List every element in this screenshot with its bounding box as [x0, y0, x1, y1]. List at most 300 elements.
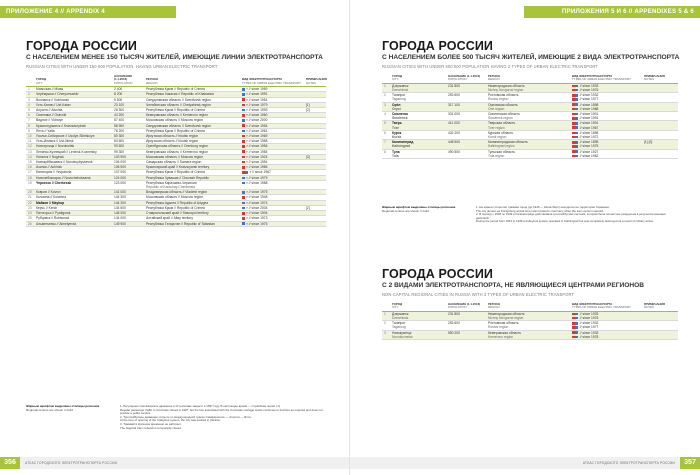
footnote-line: At the time of opening of the trolleybus system, the city was located in Ukraine.	[120, 418, 221, 423]
city-name: Керчь // Kerch	[34, 205, 112, 210]
region-name-en: Kursk region	[488, 135, 507, 140]
city	[390, 311, 446, 320]
column-header-number	[382, 302, 390, 311]
table-row	[382, 321, 678, 330]
footnote-line: 1. Регулярное пассажирское движение в Усть-Катаве закрыто в 1997 году. В настоящее время — служебная линия. [1]	[120, 404, 280, 408]
trolleybus-line	[572, 135, 640, 139]
column-header-region: РЕГИОН REGION	[486, 302, 570, 311]
region-name: Тульская область	[488, 149, 515, 154]
city-name: Дзержинск	[392, 311, 409, 316]
footnote-line: 2. Троллейбусное движение открыто по междугородной трассе Симферополь — Алушта — Ялта.	[120, 414, 252, 419]
cities-table-body	[382, 83, 678, 158]
region-name-en: Nizhny Novgorod region	[488, 88, 524, 93]
since-year: // since 1976	[578, 88, 599, 93]
table-row	[382, 311, 678, 320]
city-name: Видное // Vidnoye	[34, 118, 112, 123]
region-name: Кемеровская область // Kemerovo region	[146, 113, 208, 118]
row-number: 8	[26, 123, 34, 128]
notes: [2]	[304, 108, 326, 113]
city-name-en: Oryol	[392, 106, 401, 111]
region-name: Курская область	[488, 130, 514, 135]
since-year: // since 1932	[578, 321, 599, 326]
appendix-header: ПРИЛОЖЕНИЕ 4 // APPENDIX 4	[0, 6, 176, 18]
page-footer	[0, 457, 349, 469]
footnotes	[476, 206, 676, 224]
cities-table-non-capital	[382, 302, 678, 340]
row-number: 6	[26, 113, 34, 118]
since-year: т // since 1973	[245, 216, 268, 221]
region	[486, 140, 570, 149]
region-name-en: Nizhny Novgorod region	[488, 316, 524, 321]
since-year: т // since 1988	[245, 139, 268, 144]
row-number: 12	[26, 144, 34, 149]
page-number: 357	[680, 457, 700, 469]
city-name-en: Dzerzhinsk	[392, 316, 409, 321]
region-name-en: Orel region	[488, 106, 505, 111]
column-header-types: ВИД ЭЛЕКТРОТРАНСПОРТА TYPES OF URBAN ELECTRIC TRANSPORT	[570, 74, 642, 83]
column-header-number	[382, 74, 390, 83]
region	[144, 180, 240, 189]
since-year: т // since 1967	[248, 170, 271, 175]
city-name: Усть-Катав // Ust-Katav	[34, 102, 112, 107]
transport-types	[570, 93, 642, 102]
transport-types	[570, 83, 642, 92]
table-row	[382, 112, 678, 121]
city-name: Новокуйбышевск // Novokuybyshevsk	[34, 160, 112, 165]
region-name: Красноярский край // Krasnoyarsk territory	[146, 165, 210, 170]
notes: [2]	[304, 205, 326, 210]
region-name-en: Tver region	[488, 125, 505, 130]
since-year: т // since 1924	[245, 154, 268, 159]
since-year: т // since 1904	[245, 211, 268, 216]
column-header-city: ГОРОД CITY	[390, 74, 446, 83]
population: 331 000	[446, 112, 486, 121]
table-row	[382, 140, 678, 149]
section-title-2: ГОРОДА РОССИИ	[382, 267, 493, 281]
population: 253 600	[446, 93, 486, 102]
region-name: Ростовская область	[488, 93, 519, 98]
city	[390, 330, 446, 339]
trolleybus-line	[572, 144, 640, 148]
row-number: 1	[26, 87, 34, 92]
column-header-number	[26, 74, 34, 87]
notes	[304, 180, 326, 189]
population: 432 200	[446, 130, 486, 139]
since-year: // since 1991	[578, 116, 599, 121]
city	[390, 83, 446, 92]
city-name: Пятигорск // Pyatigorsk	[34, 211, 112, 216]
region-name: Ростовская область	[488, 321, 519, 326]
region	[486, 93, 570, 102]
region-name: Республика Адыгея // Republic of Adygea	[146, 200, 209, 205]
row-number: 6	[382, 130, 390, 139]
column-header-city: ГОРОД CITY	[34, 74, 112, 87]
population: 146 000	[112, 211, 144, 216]
region	[486, 130, 570, 139]
notes: [1] [2]	[642, 140, 678, 149]
trolleybus-line	[572, 316, 640, 320]
since-year: // since 1967	[578, 125, 599, 130]
population: 9 500	[112, 97, 144, 102]
section-subtitle-1: С НАСЕЛЕНИЕМ БОЛЕЕ 500 ТЫСЯЧ ЖИТЕЛЕЙ, ИМЕЮЩИЕ 2 ВИДА ЭЛЕКТРОТРАНСПОРТА	[382, 54, 680, 61]
row-number: 11	[26, 139, 34, 144]
population: 80 300	[112, 134, 144, 139]
region-name: Республика Крым // Republic of Crimea	[146, 128, 205, 133]
notes	[642, 102, 678, 111]
region-name: Московская область // Moscow region	[146, 118, 204, 123]
section-title-1: ГОРОДА РОССИИ	[382, 39, 493, 53]
since-year: т // since 1991	[245, 92, 268, 97]
region-name-en: Kemerovo region	[488, 334, 514, 339]
since-year: // since 1962	[578, 153, 599, 158]
transport-types	[570, 321, 642, 330]
since-year: // since 1933	[578, 330, 599, 335]
region	[486, 112, 570, 121]
since-year: т // since 1976	[245, 221, 268, 226]
region-name: Алтайский край // Altay territory	[146, 216, 193, 221]
row-number: 15	[26, 160, 34, 165]
population: 107 000	[112, 170, 144, 175]
notes: [1]	[304, 102, 326, 107]
population: 144 000	[112, 216, 144, 221]
row-number: 13	[26, 149, 34, 154]
region-name: Владимирская область // Vladimir region	[146, 190, 208, 195]
notes	[642, 149, 678, 158]
since-year: т // since 1979	[245, 175, 268, 180]
population: 490 500	[446, 149, 486, 158]
population: 253 600	[446, 321, 486, 330]
page-footer	[350, 457, 700, 469]
notes	[642, 121, 678, 130]
since-year: т // since 1989	[245, 87, 268, 92]
row-number: 7	[382, 140, 390, 149]
transport-types	[570, 121, 642, 130]
region	[486, 83, 570, 92]
row-number: 10	[26, 134, 34, 139]
row-number: 22	[26, 200, 34, 205]
since-year: // since 1968	[578, 106, 599, 111]
since-year: // since 1901	[578, 121, 599, 126]
row-number: 7	[26, 118, 34, 123]
population: 144 600	[112, 205, 144, 210]
footnote-line: 1. На момент открытия трамвая город (до 1946 — Кёнигсберг) находился на территории Германии.	[476, 205, 610, 209]
since-year: т // since 1951	[245, 97, 268, 102]
city	[390, 130, 446, 139]
transport-types	[240, 221, 304, 226]
population: 123 000	[112, 180, 144, 189]
region-name-en: Rostov region	[488, 325, 509, 330]
transport-types	[570, 330, 642, 339]
since-year: // since 1895	[578, 140, 599, 145]
population: 58 900	[112, 123, 144, 128]
region-name: Ставропольский край // Stavropol territory	[146, 211, 209, 216]
city	[390, 321, 446, 330]
region-name: Московская область // Moscow region	[146, 154, 204, 159]
section-subtitle-en-2: NON-CAPITAL REGIONAL CITIES IN RUSSIA WITH 2 TYPES OF URBAN ELECTRIC TRANSPORT	[382, 292, 575, 297]
region-name: Республика Хакасия // Republic of Khakassia	[146, 92, 214, 97]
row-number: 16	[26, 165, 34, 170]
since-year: т // since 2000	[245, 118, 268, 123]
since-year: // since 1901	[578, 112, 599, 117]
region-name: Республика Крым // Republic of Crimea	[146, 170, 205, 175]
city-name-en: Kaliningrad	[392, 144, 411, 149]
trolleybus-line	[572, 325, 640, 329]
region-name: Нижегородская область	[488, 83, 525, 88]
since-year: т // since 2004	[245, 205, 268, 210]
column-header-region: РЕГИОН REGION	[486, 74, 570, 83]
region-name-en: Kaliningrad region	[488, 144, 515, 149]
transport-types	[570, 140, 642, 149]
since-year: т // since 1948	[245, 195, 268, 200]
footnote-line: 3. Трамвай в Ногинске временно не работает.	[120, 421, 182, 426]
city-name: Ачинск // Achinsk	[34, 165, 112, 170]
city-name: Усть-Илимск // Ust-Ilimsk	[34, 139, 112, 144]
population: 28 300	[112, 108, 144, 113]
table-header-row	[382, 74, 678, 83]
region-name-en: Republic of Karachay-Cherkessia	[146, 185, 195, 190]
notes	[642, 83, 678, 92]
cities-table-body	[382, 311, 678, 339]
transport-types	[570, 130, 642, 139]
table-header-row	[382, 302, 678, 311]
region-name: Смоленская область	[488, 112, 520, 117]
row-number: 3	[382, 330, 390, 339]
notes	[642, 311, 678, 320]
column-header-city: ГОРОД CITY	[390, 302, 446, 311]
column-header-population: НАСЕЛЕНИЕ (1.1.2016) POPULATION	[112, 74, 144, 87]
population: 78 200	[112, 128, 144, 133]
region-name: Иркутская область // Irkutsk region	[146, 134, 199, 139]
footnote-line: Regular passenger traffic in Ust-Katav closed in 1997, but the line associated with the Ust-Katav carriage works continues to function as required and does not provide a public service.	[120, 407, 323, 416]
city-name: Ленинск-Кузнецкий // Leninsk-Kuznetsky	[34, 149, 112, 154]
row-number: 19	[26, 180, 34, 189]
row-number: 1	[382, 83, 390, 92]
notes	[642, 93, 678, 102]
table-row	[382, 83, 678, 92]
city-name: Майкоп // Maykop	[34, 200, 112, 205]
population: 103 900	[112, 154, 144, 159]
row-number: 4	[382, 112, 390, 121]
transport-types	[570, 102, 642, 111]
population: 317 100	[446, 102, 486, 111]
trolleybus-line	[572, 97, 640, 101]
city-name-en: Taganrog	[392, 325, 406, 330]
city-name: Ялта // Yalta	[34, 128, 112, 133]
column-header-notes: ПРИМЕЧАНИЯ NOTES	[304, 74, 326, 87]
trolleybus-line	[572, 335, 640, 339]
population: 106 500	[112, 165, 144, 170]
table-row	[26, 221, 326, 226]
city	[390, 112, 446, 121]
since-year: т // since 1974	[245, 200, 268, 205]
region-name: Калининградская область	[488, 140, 528, 145]
city-name: Калининград	[392, 140, 414, 145]
population: 411 000	[446, 121, 486, 130]
region-name: Самарская область // Samara region	[146, 160, 202, 165]
population: 99 300	[112, 149, 144, 154]
city-name: Курск	[392, 130, 402, 135]
region-name: Кемеровская область	[488, 330, 522, 335]
city-name: Ковров // Kovrov	[34, 190, 112, 195]
region	[486, 311, 570, 320]
population: 106 000	[112, 160, 144, 165]
notes	[642, 112, 678, 121]
transport-types	[570, 112, 642, 121]
notes	[642, 130, 678, 139]
table-row	[26, 180, 326, 189]
section-subtitle: С НАСЕЛЕНИЕМ МЕНЕЕ 150 ТЫСЯЧ ЖИТЕЛЕЙ, ИМЕЮЩИЕ ЛИНИИ ЭЛЕКТРОТРАНСПОРТА	[26, 54, 323, 61]
since-year: // since 1972	[578, 135, 599, 140]
since-year: // since 1898	[578, 102, 599, 107]
section-subtitle-2: С 2 ВИДАМИ ЭЛЕКТРОТРАНСПОРТА, НЕ ЯВЛЯЮЩИЕСЯ ЦЕНТРАМИ РЕГИОНОВ	[382, 282, 644, 289]
column-header-types: ВИД ЭЛЕКТРОТРАНСПОРТА TYPES OF URBAN ELECTRIC TRANSPORT	[240, 74, 304, 87]
section-subtitle-en: RUSSIAN CITIES WITH UNDER 150 000 POPULATION, HAVING URBAN ELECTRIC TRANSPORT	[26, 64, 218, 69]
population: 231 800	[446, 83, 486, 92]
footnote-line: During the period from 1943 to 1945 a trolleybus system operated in Kaliningrad but was completely destroyed as a result of military action.	[476, 219, 655, 224]
city-name-en: Tver	[392, 125, 399, 130]
table-row	[382, 330, 678, 339]
region-name-en: Tula region	[488, 153, 505, 158]
column-header-notes: ПРИМЕЧАНИЯ NOTES	[642, 74, 678, 83]
region-name: Республика Крым // Republic of Crimea	[146, 205, 205, 210]
city-name: Черёмушки // Cheryomushki	[34, 92, 112, 97]
region-name: Орловская область	[488, 102, 518, 107]
city-name: Краснотурьинск // Krasnoturyinsk	[34, 123, 112, 128]
row-number: 3	[26, 97, 34, 102]
since-year: // since 1975	[578, 144, 599, 149]
since-year: // since 1977	[578, 97, 599, 102]
city-name: Смоленск	[392, 112, 409, 117]
cities-table-body	[26, 87, 326, 226]
since-year: т // since 1956	[245, 144, 268, 149]
region-name: Тверская область	[488, 121, 516, 126]
column-header-types: ВИД ЭЛЕКТРОТРАНСПОРТА TYPES OF URBAN ELECTRIC TRANSPORT	[570, 302, 642, 311]
trolleybus-line	[572, 107, 640, 111]
population: 550 200	[446, 330, 486, 339]
population: 2 400	[112, 87, 144, 92]
row-number: 5	[382, 121, 390, 130]
since-year: т // since 1979	[245, 102, 268, 107]
region-name: Республика Чувашия // Chuvash Republic	[146, 175, 209, 180]
footnote-line: 2. В период с 1945 по 1949 в Калининграде действовала троллейбусная система, которая была полностью разрушена в результате военных действий.	[476, 212, 666, 220]
city-name: Рубцовск // Rubtsovsk	[34, 216, 112, 221]
trolleybus-line	[572, 116, 640, 120]
city	[390, 93, 446, 102]
row-number: 2	[382, 321, 390, 330]
since-year: т // since 1988	[245, 180, 268, 185]
region-name: Оренбургская область // Orenburg region	[146, 144, 209, 149]
since-year: // since 1898	[578, 130, 599, 135]
row-number: 5	[26, 108, 34, 113]
row-number: 4	[26, 102, 34, 107]
section-title: ГОРОДА РОССИИ	[26, 39, 137, 53]
since-year: // since 1927	[578, 149, 599, 154]
transport-types	[570, 311, 642, 320]
city-name-en: Dzerzhinsk	[392, 88, 409, 93]
footer-title: АТЛАС ГОРОДСКОГО ЭЛЕКТРОТРАНСПОРТА РОССИИ	[25, 461, 118, 465]
city-name: Волчанск // Volchansk	[34, 97, 112, 102]
row-number: 20	[26, 190, 34, 195]
city-name-en: Kursk	[392, 135, 402, 140]
table-row	[382, 130, 678, 139]
city-name: Новотроицк // Novotroitsk	[34, 144, 112, 149]
appendix-header: ПРИЛОЖЕНИЯ 5 И 6 // APPENDIXES 5 & 6	[524, 6, 700, 18]
region-name: Иркутская область // Irkutsk region	[146, 139, 199, 144]
column-header-notes: ПРИМЕЧАНИЯ NOTES	[642, 302, 678, 311]
since-year: т // since 1954	[245, 123, 268, 128]
region-name: Свердловская область // Sverdlovsk region	[146, 97, 211, 102]
region-name-en: Rostov region	[488, 97, 509, 102]
city-name: Евпатория // Yevpatoria	[34, 170, 112, 175]
population: 124 000	[112, 175, 144, 180]
since-year: // since 1932	[578, 93, 599, 98]
region	[486, 121, 570, 130]
row-number: 23	[26, 205, 34, 210]
city	[390, 102, 446, 111]
city-name-en: Novokuznetsk	[392, 334, 413, 339]
transport-types	[570, 149, 642, 158]
population: 44 200	[112, 113, 144, 118]
row-number: 26	[26, 221, 34, 226]
region-name: Республика Татарстан // Republic of Tatarstan	[146, 221, 215, 226]
city-name: Ногинск // Noginsk	[34, 154, 112, 159]
city-name: Осинники // Osinniki	[34, 113, 112, 118]
population: 231 800	[446, 311, 486, 320]
row-number: 1	[382, 311, 390, 320]
city-name: Усолье-Сибирское // Usolye-Sibirskoye	[34, 134, 112, 139]
row-number: 3	[382, 102, 390, 111]
city-name: Орёл	[392, 102, 401, 107]
region	[486, 321, 570, 330]
population: 8 200	[112, 92, 144, 97]
row-number: 2	[26, 92, 34, 97]
population: 83 600	[112, 139, 144, 144]
population: 144 300	[112, 195, 144, 200]
footer-title: АТЛАС ГОРОДСКОГО ЭЛЕКТРОТРАНСПОРТА РОССИИ	[582, 461, 675, 465]
table-row	[382, 93, 678, 102]
region-name: Московская область // Moscow region	[146, 195, 204, 200]
region-name: Свердловская область // Sverdlovsk region	[146, 123, 211, 128]
bold-legend: Жирным шрифтом выделены столицы регионов Regional centres are shown in bold	[26, 404, 100, 412]
since-year: // since 1976	[578, 316, 599, 321]
region-name: Кемеровская область // Kemerovo region	[146, 149, 208, 154]
footnotes	[120, 405, 325, 430]
region	[144, 221, 240, 226]
population: 23 100	[112, 102, 144, 107]
city-name: Алушта // Alushta	[34, 108, 112, 113]
population: 57 400	[112, 118, 144, 123]
notes	[304, 221, 326, 226]
city-name: Черкесск // Cherkessk	[34, 180, 112, 189]
region-name: Нижегородская область	[488, 311, 525, 316]
city-name: Коломна // Kolomna	[34, 195, 112, 200]
trolleybus-line	[572, 154, 640, 158]
population: 149 900	[112, 221, 144, 226]
footnote-line: The city (known as Königsberg at that time) was located in Germany when the tram system opened.	[476, 208, 604, 213]
region	[486, 330, 570, 339]
row-number: 24	[26, 211, 34, 216]
region	[486, 149, 570, 158]
since-year: // since 1933	[578, 83, 599, 88]
since-year: т // since 1954	[245, 160, 268, 165]
since-year: // since 1978	[578, 334, 599, 339]
table-header-row	[26, 74, 326, 87]
city-name-en: Tula	[392, 153, 399, 158]
row-number: 21	[26, 195, 34, 200]
city-name: Дзержинск	[392, 83, 409, 88]
cities-table	[26, 74, 326, 227]
bold-legend: Жирным шрифтом выделены столицы регионов Regional centres are shown in bold	[382, 205, 456, 213]
